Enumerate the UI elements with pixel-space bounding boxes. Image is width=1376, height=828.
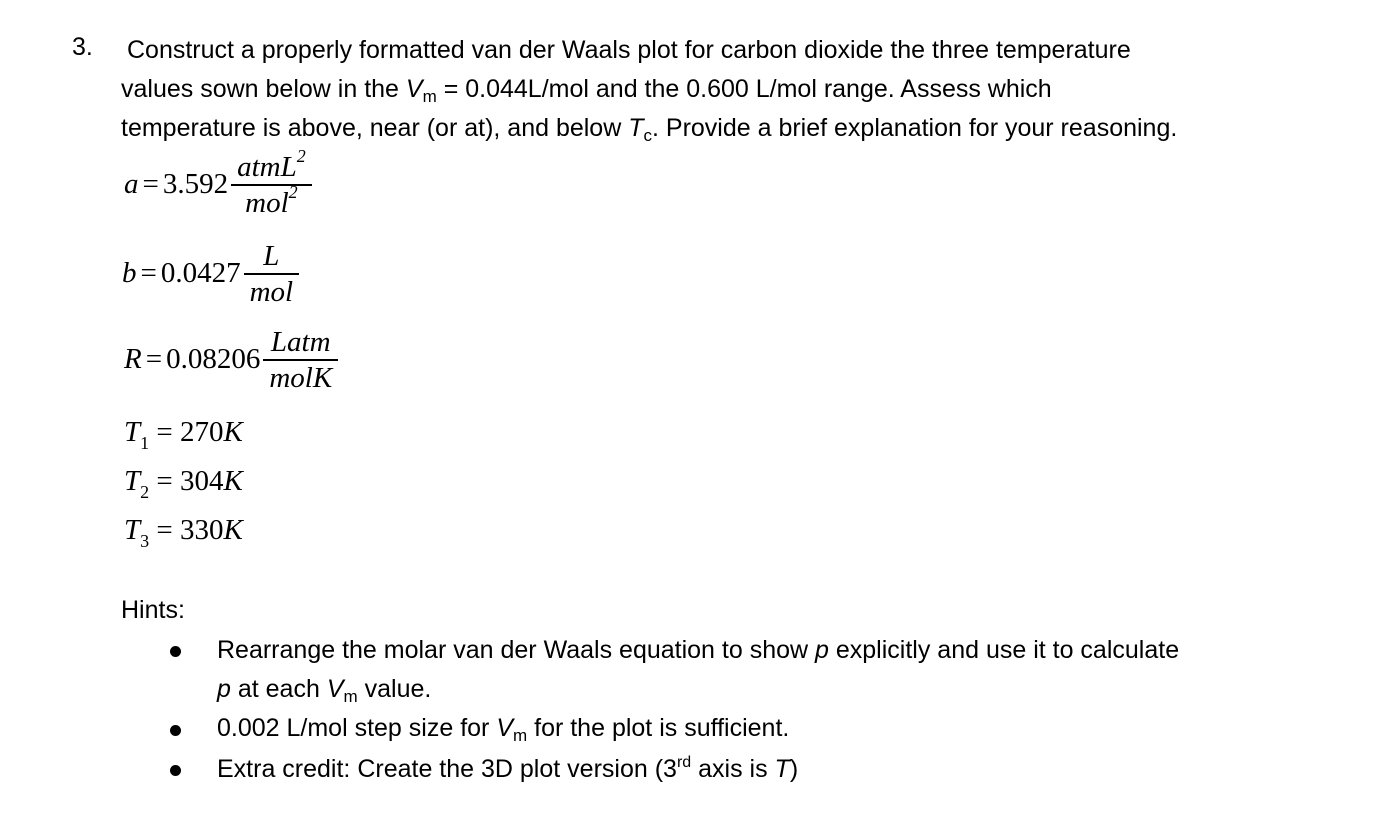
temperature-1	[124, 408, 243, 457]
value-b: 0.0427	[160, 257, 241, 290]
text-segment: Extra credit: Create the 3D plot version (3	[217, 755, 677, 783]
tc-subscript: c	[643, 126, 652, 145]
vm-subscript: m	[343, 687, 358, 706]
vm-symbol: V	[405, 75, 423, 103]
equals-sign: =	[156, 514, 173, 546]
temperature-2	[124, 457, 243, 506]
text-segment: . Provide a brief explanation for your reasoning.	[652, 114, 1178, 142]
ordinal-superscript: rd	[676, 754, 692, 771]
vm-subscript: m	[513, 726, 528, 745]
unit-numerator: L	[263, 240, 280, 272]
denominator-text: mol	[245, 186, 289, 219]
text-segment: axis is	[691, 755, 775, 783]
problem-line-2	[121, 70, 1301, 109]
temp-symbol: T	[124, 416, 141, 448]
temp-symbol: T	[124, 465, 141, 497]
symbol-b: b	[122, 257, 137, 290]
temp-value: 304	[180, 465, 224, 497]
temp-value: 270	[180, 416, 224, 448]
numerator-text: atmL	[237, 151, 297, 183]
denominator-exponent: 2	[288, 181, 298, 202]
value-a: 3.592	[162, 168, 229, 201]
symbol-r: R	[124, 343, 142, 376]
hint-2	[217, 709, 1297, 748]
p-symbol: p	[815, 636, 829, 664]
temp-subscript: 1	[140, 433, 150, 453]
unit-numerator: Latm	[270, 326, 331, 358]
p-symbol: p	[217, 675, 231, 703]
text-segment: for the plot is sufficient.	[527, 714, 790, 742]
equals-sign: =	[156, 416, 173, 448]
unit-numerator	[231, 146, 312, 184]
hint-1	[217, 631, 1297, 709]
equals-sign: =	[140, 257, 157, 290]
vm-symbol: V	[326, 675, 344, 703]
text-segment: 0.002 L/mol step size for	[217, 714, 497, 742]
temp-symbol: T	[124, 514, 141, 546]
hints-heading: Hints:	[121, 596, 185, 624]
text-segment: temperature is above, near (or at), and below	[121, 114, 629, 142]
unit-fraction-a	[231, 146, 312, 220]
numerator-exponent: 2	[296, 146, 306, 166]
text-segment: explicitly and use it to calculate	[828, 636, 1180, 664]
problem-line-1: Construct a properly formatted van der Waals plot for carbon dioxide the three temperature	[127, 36, 1131, 64]
unit-denominator: molK	[269, 361, 333, 394]
temp-unit: K	[223, 465, 243, 497]
unit-fraction-b	[244, 239, 300, 309]
temperature-list	[124, 408, 243, 555]
bullet-icon	[170, 725, 181, 736]
constant-a	[124, 146, 312, 220]
unit-fraction-r	[263, 325, 338, 395]
problem-number: 3.	[72, 33, 93, 61]
text-segment: )	[789, 755, 799, 783]
tc-symbol: T	[628, 114, 644, 142]
symbol-a: a	[124, 168, 139, 201]
problem-statement	[121, 31, 1301, 148]
unit-denominator	[239, 181, 304, 220]
value-r: 0.08206	[166, 343, 261, 376]
temp-subscript: 3	[140, 531, 150, 551]
temp-value: 330	[180, 514, 224, 546]
text-segment: at each	[230, 675, 327, 703]
vm-symbol: V	[496, 714, 513, 742]
t-symbol: T	[774, 755, 790, 783]
unit-denominator: mol	[249, 275, 294, 308]
temp-unit: K	[223, 416, 243, 448]
text-segment: value.	[357, 675, 432, 703]
bullet-icon	[170, 765, 181, 776]
text-segment: Rearrange the molar van der Waals equation to show	[217, 636, 816, 664]
equals-sign: =	[145, 343, 163, 376]
text-segment: values sown below in the	[121, 75, 406, 103]
constant-r	[124, 325, 338, 395]
problem-line-3	[121, 109, 1301, 148]
constant-b	[122, 239, 299, 309]
temperature-3	[124, 506, 243, 555]
bullet-icon	[170, 646, 181, 657]
temp-unit: K	[223, 514, 243, 546]
temp-subscript: 2	[140, 482, 150, 502]
text-segment: = 0.044L/mol and the 0.600 L/mol range. Assess which	[436, 75, 1052, 103]
vm-subscript: m	[422, 87, 437, 106]
hint-3	[217, 750, 1297, 789]
equals-sign: =	[156, 465, 173, 497]
equals-sign: =	[142, 168, 159, 201]
